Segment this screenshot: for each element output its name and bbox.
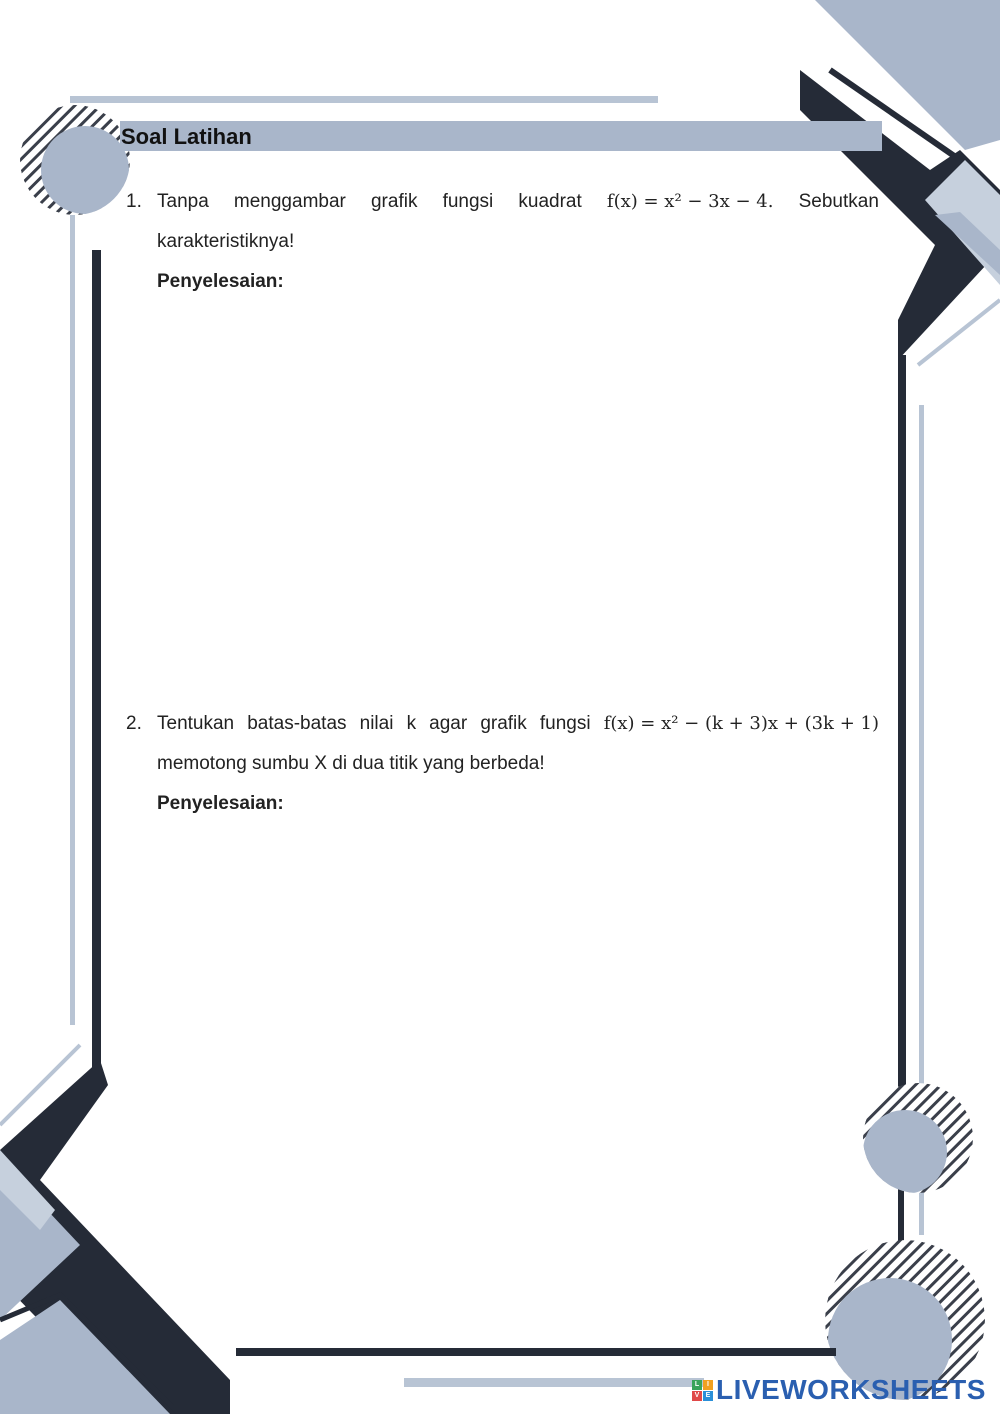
- formula: f(x) = x² − 3x − 4.: [606, 191, 774, 212]
- question-1: [126, 182, 879, 302]
- question-word: grafik: [370, 191, 418, 212]
- question-number: 1.: [126, 191, 142, 212]
- question-word: agar: [429, 713, 468, 734]
- question-word: menggambar: [233, 191, 346, 212]
- question-word: Tentukan: [157, 713, 235, 734]
- brand-name: LIVEWORKSHEETS: [716, 1374, 986, 1405]
- logo-icon: L I V E: [692, 1380, 713, 1401]
- formula: f(x) = x² − (k + 3)x + (3k + 1): [603, 713, 879, 734]
- liveworksheets-logo: [692, 1374, 986, 1406]
- question-text-line-1: [157, 182, 879, 222]
- question-word: fungsi: [442, 191, 494, 212]
- question-text-line-1: [157, 704, 879, 744]
- question-word: grafik: [480, 713, 527, 734]
- question-text-line-2: memotong sumbu X di dua titik yang berbeda!: [157, 753, 545, 774]
- solution-label: Penyelesaian:: [157, 271, 284, 292]
- question-2: [126, 704, 879, 824]
- question-text-line-2: karakteristiknya!: [157, 231, 295, 252]
- question-word: fungsi: [539, 713, 591, 734]
- question-number: 2.: [126, 713, 142, 734]
- question-word: k: [406, 713, 417, 734]
- solution-label: Penyelesaian:: [157, 793, 284, 814]
- question-word: batas-batas: [247, 713, 347, 734]
- question-word: Sebutkan: [798, 191, 879, 212]
- question-word: nilai: [359, 713, 394, 734]
- page-title: Soal Latihan: [121, 124, 252, 149]
- question-word: Tanpa: [157, 191, 209, 212]
- question-word: kuadrat: [518, 191, 582, 212]
